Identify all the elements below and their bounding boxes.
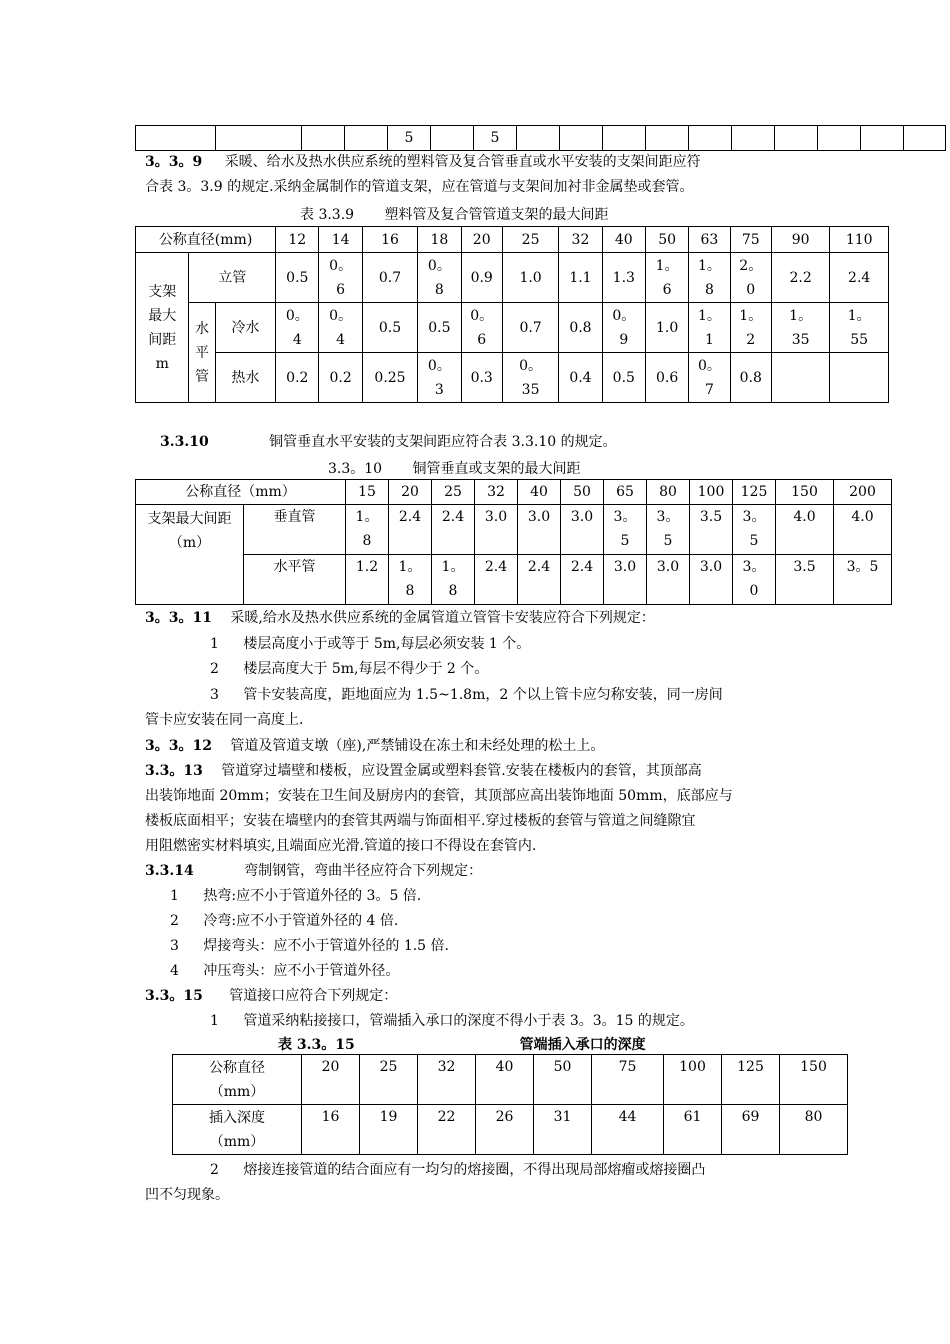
size-cell: 65: [604, 480, 647, 505]
size-cell: 75: [592, 1055, 664, 1105]
size-cell: 32: [475, 480, 518, 505]
list-item: [170, 936, 449, 956]
item-number: 3: [170, 938, 179, 954]
caption-number: 3.3。10: [328, 461, 383, 477]
value-cell: 2.4: [518, 555, 561, 605]
value-cell: 1.0: [502, 253, 558, 303]
value-cell: 2.4: [432, 505, 475, 555]
list-item: [170, 961, 399, 981]
size-cell: 25: [360, 1055, 418, 1105]
label-line: 插入深度: [209, 1109, 265, 1126]
value-cell: 69: [722, 1105, 780, 1155]
value-cell: 0。6: [461, 303, 502, 353]
caption-title: 管端插入承口的深度: [519, 1037, 646, 1053]
item-text: 楼层高度小于或等于 5m,每层必须安装 1 个。: [243, 636, 531, 652]
cell: 5: [474, 126, 517, 151]
value-cell: 3。5: [733, 505, 776, 555]
para-3-3-10: [160, 432, 617, 452]
value-cell: 1。8: [432, 555, 475, 605]
item-number: 2: [210, 661, 219, 677]
size-cell: 50: [645, 227, 688, 253]
para-3-3-14: [145, 861, 482, 881]
value-cell: 0。3: [418, 353, 461, 403]
para-3-3-15: [145, 986, 397, 1006]
section-number: 3。3。11: [145, 610, 212, 626]
cell: [302, 126, 345, 151]
value-cell: 0。6: [319, 253, 362, 303]
size-cell: 150: [776, 480, 834, 505]
list-item: [210, 634, 530, 654]
list-item-cont: 凹不匀现象。: [145, 1187, 229, 1203]
value-cell: 2.4: [561, 555, 604, 605]
size-cell: 32: [559, 227, 602, 253]
para-text: 管道及管道支墩（座),严禁铺设在冻土和未经处理的松土上。: [230, 738, 605, 754]
value-cell: 1。8: [689, 253, 730, 303]
size-cell: 25: [432, 480, 475, 505]
item-number: 2: [170, 913, 179, 929]
para-text: 管道穿过墙壁和楼板，应设置金属或塑料套管.安装在楼板内的套管，其顶部高: [221, 763, 702, 779]
item-text: 管道采纳粘接接口，管端插入承口的深度不得小于表 3。3。15 的规定。: [243, 1013, 694, 1029]
value-cell: 0。7: [689, 353, 730, 403]
size-cell: 90: [771, 227, 829, 253]
caption-title: 铜管垂直或支架的最大间距: [412, 461, 581, 477]
value-cell: 22: [418, 1105, 476, 1155]
item-text: 熔接连接管道的结合面应有一均匀的熔接圈，不得出现局部熔瘤或熔接圈凸: [243, 1162, 706, 1178]
list-item: [210, 1160, 705, 1180]
cell: [517, 126, 560, 151]
para-3-3-11: [145, 608, 655, 628]
value-cell: 0.6: [645, 353, 688, 403]
value-cell: 61: [664, 1105, 722, 1155]
value-cell: 80: [780, 1105, 848, 1155]
value-cell: 0。9: [602, 303, 645, 353]
value-cell: 0.2: [319, 353, 362, 403]
cell: [136, 126, 216, 151]
cell: [431, 126, 474, 151]
item-text: 冲压弯头：应不小于管道外径。: [203, 963, 400, 979]
cell: [775, 126, 818, 151]
list-item: [170, 886, 421, 906]
para-line: 楼板底面相平；安装在墙壁内的套管其两端与饰面相平.穿过楼板的套管与管道之间缝隙宜: [145, 813, 696, 829]
para-line: 用阻燃密实材料填实,且端面应光滑.管道的接口不得设在套管内.: [145, 838, 537, 854]
size-cell: 32: [418, 1055, 476, 1105]
top-fragment-table: [135, 125, 946, 151]
value-cell: 0。8: [418, 253, 461, 303]
value-cell: 3。0: [733, 555, 776, 605]
size-cell: 40: [602, 227, 645, 253]
value-cell: 1。2: [730, 303, 771, 353]
value-cell: 0.2: [276, 353, 319, 403]
value-cell: 0.5: [276, 253, 319, 303]
section-number: 3。3。12: [145, 738, 212, 754]
table-caption-3-3-10: [328, 458, 581, 478]
list-item: [170, 911, 398, 931]
section-number: 3.3。15: [145, 988, 203, 1004]
header-label: 公称直径（mm）: [136, 480, 346, 505]
para-3-3-9-cont: 合表 3。3.9 的规定.采纳金属制作的管道支架，应在管道与支架间加衬非金属垫或套管。: [145, 179, 694, 195]
size-cell: 40: [518, 480, 561, 505]
row-label-vertical: 立管: [189, 253, 276, 303]
cell: [904, 126, 946, 151]
label-unit: （mm）: [209, 1133, 265, 1150]
size-cell: 50: [561, 480, 604, 505]
table-3-3-15: [172, 1054, 848, 1155]
size-cell: 125: [733, 480, 776, 505]
value-cell: [771, 353, 829, 403]
table-caption-3-3-9: [300, 204, 609, 224]
value-cell: 1。8: [389, 555, 432, 605]
section-number: 3.3.10: [160, 434, 209, 450]
size-cell: 110: [830, 227, 889, 253]
value-cell: 3.0: [604, 555, 647, 605]
cell: [603, 126, 646, 151]
caption-number: 表 3.3。15: [278, 1037, 355, 1053]
value-cell: 16: [302, 1105, 360, 1155]
value-cell: 1。1: [689, 303, 730, 353]
cell: [345, 126, 388, 151]
item-number: 4: [170, 963, 179, 979]
value-cell: 0.8: [730, 353, 771, 403]
value-cell: 3.0: [561, 505, 604, 555]
value-cell: 2.4: [830, 253, 889, 303]
value-cell: 2.2: [771, 253, 829, 303]
size-cell: 16: [362, 227, 417, 253]
cell: 5: [388, 126, 431, 151]
size-cell: 50: [534, 1055, 592, 1105]
value-cell: 2。0: [730, 253, 771, 303]
row-label-vertical: 垂直管: [244, 505, 346, 555]
value-cell: 0。35: [502, 353, 558, 403]
value-cell: 2.4: [389, 505, 432, 555]
cell: [216, 126, 302, 151]
table-3-3-9: [135, 226, 889, 403]
size-cell: 12: [276, 227, 319, 253]
item-number: 1: [210, 1013, 219, 1029]
value-cell: 3.0: [518, 505, 561, 555]
size-cell: 15: [346, 480, 389, 505]
value-cell: 44: [592, 1105, 664, 1155]
value-cell: 0.25: [362, 353, 417, 403]
caption-title: 塑料管及复合管管道支架的最大间距: [384, 207, 609, 223]
side-label: 支架最大间距m: [136, 253, 189, 403]
value-cell: 3。5: [647, 505, 690, 555]
value-cell: 3。5: [604, 505, 647, 555]
list-item-cont: 管卡应安装在同一高度上.: [145, 712, 304, 728]
size-cell: 20: [389, 480, 432, 505]
cell: [689, 126, 732, 151]
header-label: 公称直径(mm): [136, 227, 276, 253]
value-cell: 1。6: [645, 253, 688, 303]
section-number: 3.3.14: [145, 863, 194, 879]
size-cell: 80: [647, 480, 690, 505]
item-number: 1: [170, 888, 179, 904]
value-cell: 3.0: [647, 555, 690, 605]
para-text: 采暖、给水及热水供应系统的塑料管及复合管垂直或水平安装的支架间距应符: [224, 154, 701, 170]
list-item: [210, 659, 488, 679]
item-number: 2: [210, 1162, 219, 1178]
size-cell: 75: [730, 227, 771, 253]
value-cell: 0。4: [319, 303, 362, 353]
cell: [732, 126, 775, 151]
para-text: 铜管垂直水平安装的支架间距应符合表 3.3.10 的规定。: [269, 434, 617, 450]
para-3-3-12: [145, 736, 604, 756]
caption-number: 表 3.3.9: [300, 207, 355, 223]
cell: [861, 126, 904, 151]
item-text: 热弯:应不小于管道外径的 3。5 倍.: [203, 888, 422, 904]
row-label-horizontal: 水平管: [244, 555, 346, 605]
row-label-hot: 热水: [215, 353, 276, 403]
item-number: 3: [210, 687, 219, 703]
value-cell: 4.0: [776, 505, 834, 555]
para-text: 弯制钢管，弯曲半径应符合下列规定：: [244, 863, 483, 879]
value-cell: 1.3: [602, 253, 645, 303]
size-cell: 20: [461, 227, 502, 253]
value-cell: 1.1: [559, 253, 602, 303]
cell: [646, 126, 689, 151]
value-cell: 0。4: [276, 303, 319, 353]
side-label: 支架最大间距（m）: [136, 505, 244, 605]
para-text: 采暖,给水及热水供应系统的金属管道立管管卡安装应符合下列规定：: [230, 610, 655, 626]
size-cell: 100: [664, 1055, 722, 1105]
item-text: 楼层高度大于 5m,每层不得少于 2 个。: [243, 661, 489, 677]
value-cell: 0.3: [461, 353, 502, 403]
item-number: 1: [210, 636, 219, 652]
value-cell: 0.5: [362, 303, 417, 353]
row-label-cold: 冷水: [215, 303, 276, 353]
size-cell: 125: [722, 1055, 780, 1105]
value-cell: 3.5: [776, 555, 834, 605]
size-cell: 20: [302, 1055, 360, 1105]
item-text: 管卡安装高度，距地面应为 1.5~1.8m，2 个以上管卡应匀称安装，同一房间: [243, 687, 723, 703]
value-cell: 0.7: [362, 253, 417, 303]
size-cell: 63: [689, 227, 730, 253]
para-3-3-13: [145, 761, 702, 781]
value-cell: 1。55: [830, 303, 889, 353]
cell: [560, 126, 603, 151]
section-number: 3.3。13: [145, 763, 203, 779]
value-cell: 1.0: [645, 303, 688, 353]
size-cell: 200: [834, 480, 892, 505]
table-caption-3-3-15: [278, 1034, 646, 1054]
row-label: [173, 1105, 302, 1155]
size-cell: 14: [319, 227, 362, 253]
value-cell: 3.0: [690, 555, 733, 605]
value-cell: 0.8: [559, 303, 602, 353]
size-cell: 18: [418, 227, 461, 253]
value-cell: 0.9: [461, 253, 502, 303]
size-cell: 40: [476, 1055, 534, 1105]
para-text: 管道接口应符合下列规定：: [229, 988, 398, 1004]
size-cell: 100: [690, 480, 733, 505]
para-line: 出装饰地面 20mm；安装在卫生间及厨房内的套管，其顶部应高出装饰地面 50mm，底部应与: [145, 788, 733, 804]
value-cell: [830, 353, 889, 403]
size-cell: 150: [780, 1055, 848, 1105]
value-cell: 3.0: [475, 505, 518, 555]
list-item: [210, 1011, 694, 1031]
row-label-horizontal: 水平管: [189, 303, 215, 403]
value-cell: 0.5: [418, 303, 461, 353]
section-number: 3。3。9: [145, 154, 203, 170]
value-cell: 1。35: [771, 303, 829, 353]
value-cell: 1。8: [346, 505, 389, 555]
value-cell: 0.5: [602, 353, 645, 403]
value-cell: 3。5: [834, 555, 892, 605]
table-3-3-10: [135, 479, 892, 605]
row-label: [173, 1055, 302, 1105]
value-cell: 26: [476, 1105, 534, 1155]
value-cell: 0.4: [559, 353, 602, 403]
value-cell: 4.0: [834, 505, 892, 555]
value-cell: 1.2: [346, 555, 389, 605]
label-line: 公称直径: [209, 1059, 265, 1076]
value-cell: 19: [360, 1105, 418, 1155]
value-cell: 2.4: [475, 555, 518, 605]
item-text: 焊接弯头：应不小于管道外径的 1.5 倍.: [203, 938, 449, 954]
cell: [818, 126, 861, 151]
label-unit: （mm）: [209, 1083, 265, 1100]
value-cell: 0.7: [502, 303, 558, 353]
value-cell: 31: [534, 1105, 592, 1155]
size-cell: 25: [502, 227, 558, 253]
para-3-3-9: [145, 152, 701, 172]
value-cell: 3.5: [690, 505, 733, 555]
item-text: 冷弯:应不小于管道外径的 4 倍.: [203, 913, 399, 929]
list-item: [210, 685, 723, 705]
